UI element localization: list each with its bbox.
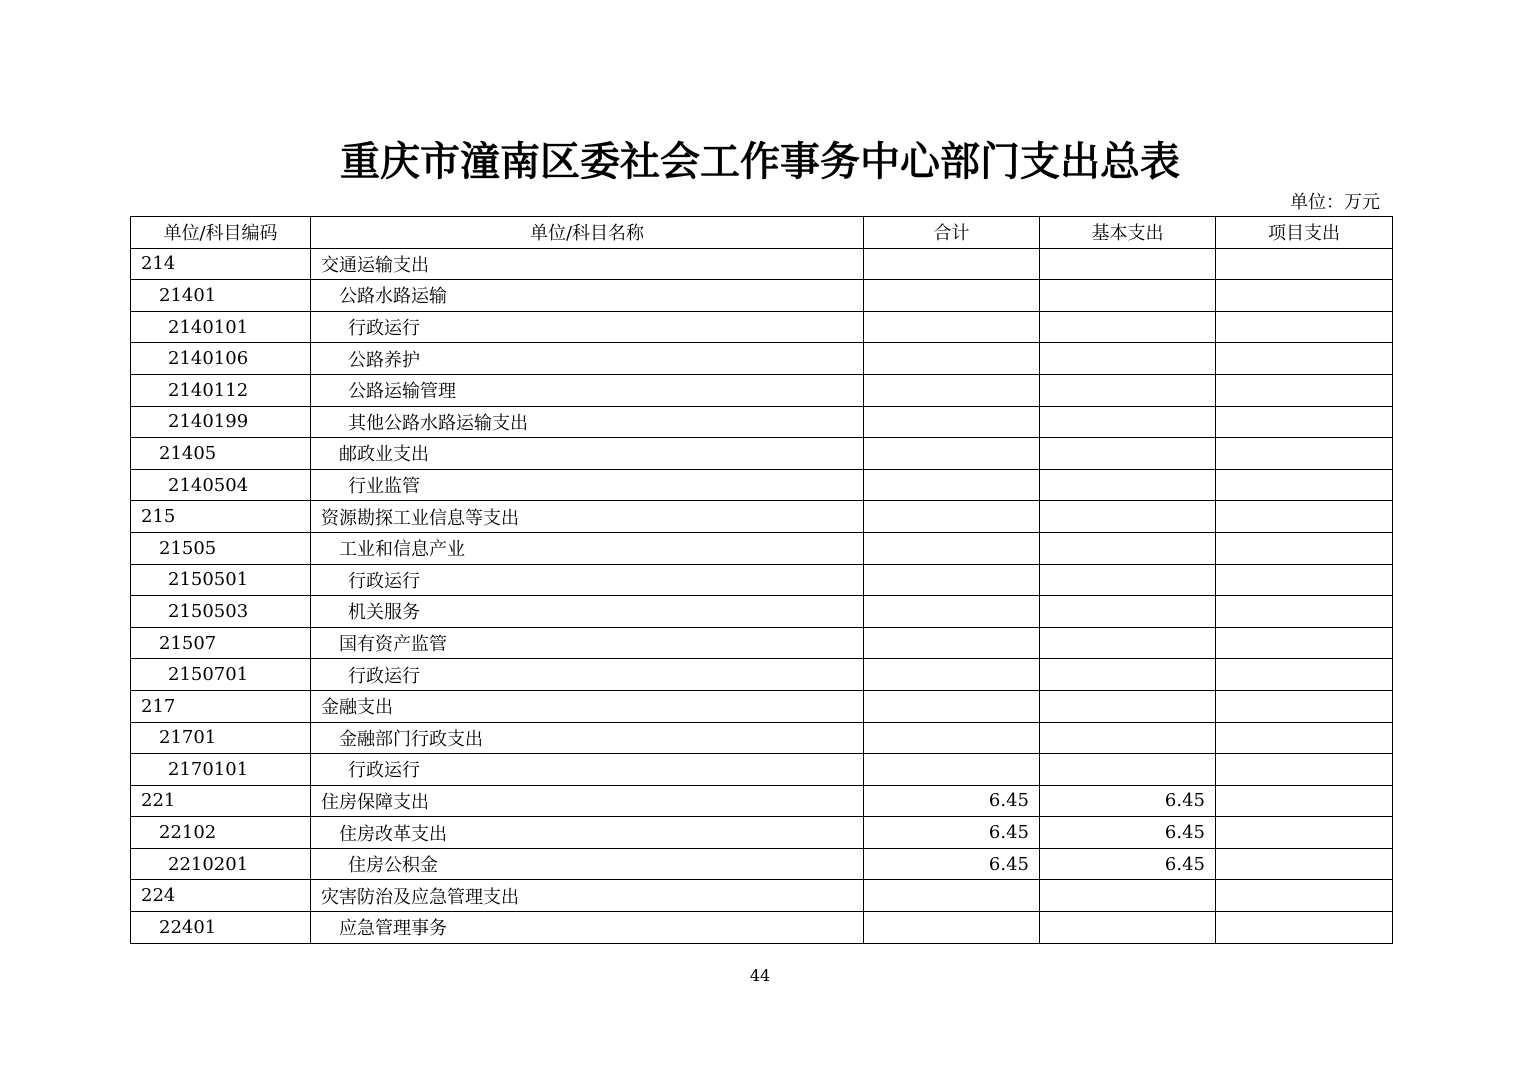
table-row [131, 785, 1393, 817]
table-row [131, 722, 1393, 754]
table-row [131, 248, 1393, 280]
cell-code: 2140112 [131, 374, 311, 406]
cell-basic [1040, 469, 1216, 501]
cell-total [864, 438, 1040, 470]
table-row [131, 880, 1393, 912]
cell-basic [1040, 880, 1216, 912]
cell-code: 221 [131, 785, 311, 817]
cell-code: 2150503 [131, 596, 311, 628]
cell-code: 21401 [131, 280, 311, 312]
cell-total [864, 596, 1040, 628]
cell-total: 6.45 [864, 785, 1040, 817]
page-number: 44 [749, 966, 771, 985]
cell-total [864, 280, 1040, 312]
cell-name: 行业监管 [311, 469, 864, 501]
cell-project [1216, 722, 1393, 754]
cell-total [864, 374, 1040, 406]
cell-project [1216, 880, 1393, 912]
table-row [131, 627, 1393, 659]
table-row [131, 501, 1393, 533]
cell-basic [1040, 627, 1216, 659]
table-row [131, 438, 1393, 470]
header-name: 单位/科目名称 [311, 217, 864, 249]
cell-basic [1040, 659, 1216, 691]
cell-total [864, 659, 1040, 691]
cell-name: 行政运行 [311, 754, 864, 786]
cell-code: 2170101 [131, 754, 311, 786]
cell-name: 工业和信息产业 [311, 532, 864, 564]
cell-basic: 6.45 [1040, 848, 1216, 880]
cell-total [864, 501, 1040, 533]
table-header-row [131, 217, 1393, 249]
cell-name: 金融支出 [311, 690, 864, 722]
cell-code: 2140199 [131, 406, 311, 438]
cell-name: 国有资产监管 [311, 627, 864, 659]
cell-basic [1040, 343, 1216, 375]
cell-project [1216, 501, 1393, 533]
cell-project [1216, 248, 1393, 280]
cell-project [1216, 785, 1393, 817]
cell-code: 22401 [131, 912, 311, 944]
cell-name: 交通运输支出 [311, 248, 864, 280]
table-row [131, 848, 1393, 880]
cell-project [1216, 659, 1393, 691]
cell-code: 21505 [131, 532, 311, 564]
cell-basic [1040, 596, 1216, 628]
table-row [131, 912, 1393, 944]
cell-basic [1040, 722, 1216, 754]
cell-project [1216, 311, 1393, 343]
cell-name: 其他公路水路运输支出 [311, 406, 864, 438]
cell-project [1216, 280, 1393, 312]
cell-total: 6.45 [864, 817, 1040, 849]
header-basic: 基本支出 [1040, 217, 1216, 249]
table-row [131, 659, 1393, 691]
cell-project [1216, 912, 1393, 944]
table-row [131, 469, 1393, 501]
cell-name: 住房改革支出 [311, 817, 864, 849]
cell-basic [1040, 501, 1216, 533]
cell-basic: 6.45 [1040, 817, 1216, 849]
cell-name: 应急管理事务 [311, 912, 864, 944]
cell-project [1216, 817, 1393, 849]
cell-basic [1040, 311, 1216, 343]
cell-code: 2140106 [131, 343, 311, 375]
table-row [131, 817, 1393, 849]
cell-code: 21405 [131, 438, 311, 470]
cell-name: 住房保障支出 [311, 785, 864, 817]
cell-project [1216, 848, 1393, 880]
cell-total [864, 343, 1040, 375]
cell-project [1216, 406, 1393, 438]
cell-name: 公路运输管理 [311, 374, 864, 406]
cell-basic [1040, 754, 1216, 786]
cell-code: 21507 [131, 627, 311, 659]
header-total: 合计 [864, 217, 1040, 249]
table-body [131, 248, 1393, 943]
cell-code: 214 [131, 248, 311, 280]
cell-code: 2150701 [131, 659, 311, 691]
cell-code: 2210201 [131, 848, 311, 880]
cell-code: 217 [131, 690, 311, 722]
cell-project [1216, 438, 1393, 470]
cell-basic [1040, 248, 1216, 280]
cell-name: 行政运行 [311, 564, 864, 596]
cell-basic [1040, 564, 1216, 596]
cell-basic [1040, 912, 1216, 944]
cell-code: 2150501 [131, 564, 311, 596]
cell-name: 机关服务 [311, 596, 864, 628]
table-row [131, 596, 1393, 628]
cell-name: 行政运行 [311, 311, 864, 343]
table-row [131, 280, 1393, 312]
cell-project [1216, 627, 1393, 659]
table-row [131, 406, 1393, 438]
table-row [131, 754, 1393, 786]
cell-basic: 6.45 [1040, 785, 1216, 817]
cell-total [864, 722, 1040, 754]
cell-code: 224 [131, 880, 311, 912]
cell-project [1216, 374, 1393, 406]
cell-total [864, 880, 1040, 912]
unit-label: 单位：万元 [1290, 192, 1380, 213]
cell-name: 灾害防治及应急管理支出 [311, 880, 864, 912]
cell-total [864, 311, 1040, 343]
cell-total [864, 532, 1040, 564]
cell-name: 邮政业支出 [311, 438, 864, 470]
cell-name: 公路水路运输 [311, 280, 864, 312]
cell-code: 22102 [131, 817, 311, 849]
cell-basic [1040, 690, 1216, 722]
cell-total [864, 690, 1040, 722]
header-code: 单位/科目编码 [131, 217, 311, 249]
cell-project [1216, 690, 1393, 722]
expenditure-table [130, 216, 1393, 944]
cell-total [864, 754, 1040, 786]
cell-basic [1040, 374, 1216, 406]
cell-name: 公路养护 [311, 343, 864, 375]
cell-total [864, 564, 1040, 596]
cell-total [864, 469, 1040, 501]
table-row [131, 532, 1393, 564]
cell-basic [1040, 438, 1216, 470]
cell-code: 2140101 [131, 311, 311, 343]
cell-total [864, 406, 1040, 438]
table-row [131, 343, 1393, 375]
cell-name: 住房公积金 [311, 848, 864, 880]
cell-name: 金融部门行政支出 [311, 722, 864, 754]
cell-total: 6.45 [864, 848, 1040, 880]
cell-name: 行政运行 [311, 659, 864, 691]
cell-basic [1040, 406, 1216, 438]
cell-total [864, 627, 1040, 659]
cell-project [1216, 343, 1393, 375]
cell-project [1216, 596, 1393, 628]
cell-total [864, 248, 1040, 280]
cell-project [1216, 532, 1393, 564]
table-row [131, 374, 1393, 406]
document-title: 重庆市潼南区委社会工作事务中心部门支出总表 [340, 138, 1180, 185]
cell-project [1216, 754, 1393, 786]
cell-project [1216, 564, 1393, 596]
cell-code: 215 [131, 501, 311, 533]
table-row [131, 311, 1393, 343]
cell-basic [1040, 280, 1216, 312]
cell-project [1216, 469, 1393, 501]
cell-name: 资源勘探工业信息等支出 [311, 501, 864, 533]
cell-total [864, 912, 1040, 944]
cell-basic [1040, 532, 1216, 564]
cell-code: 21701 [131, 722, 311, 754]
table-row [131, 564, 1393, 596]
header-project: 项目支出 [1216, 217, 1393, 249]
table-row [131, 690, 1393, 722]
cell-code: 2140504 [131, 469, 311, 501]
